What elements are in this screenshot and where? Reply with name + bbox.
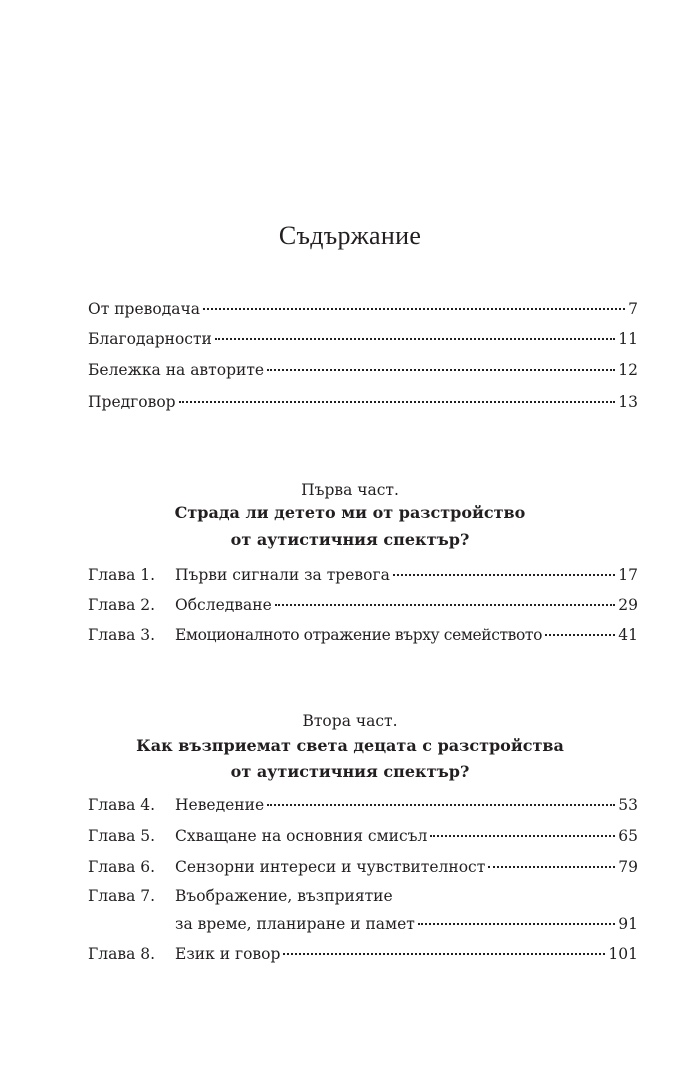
page-number: 13 xyxy=(618,393,638,411)
dot-leader xyxy=(267,368,615,371)
page-number: 7 xyxy=(628,300,638,318)
page-number: 41 xyxy=(618,626,638,644)
dot-leader xyxy=(283,952,605,955)
chapter-entry[interactable] xyxy=(88,856,638,878)
chapter-entry[interactable] xyxy=(88,794,638,816)
chapter-entry[interactable] xyxy=(88,594,638,616)
chapter-entry[interactable] xyxy=(88,943,638,965)
chapter-number: Глава 3. xyxy=(88,626,156,644)
entry-title: Предговор xyxy=(88,393,176,411)
dot-leader xyxy=(488,865,615,868)
chapter-number: Глава 8. xyxy=(88,945,156,963)
toc-title: Съдържание xyxy=(278,221,422,250)
part-label: Втора част. xyxy=(302,712,398,730)
chapter-title: Обследване xyxy=(175,596,272,614)
page-number: 101 xyxy=(608,945,638,963)
chapter-title: Език и говор xyxy=(175,945,281,963)
page-number: 17 xyxy=(618,566,638,584)
dot-leader xyxy=(215,337,615,340)
dot-leader xyxy=(430,834,615,837)
chapter-title-line-row xyxy=(175,913,638,935)
dot-leader xyxy=(393,573,615,576)
dot-leader xyxy=(267,803,615,806)
toc-entry[interactable] xyxy=(88,359,638,381)
part-heading-line: Как възприемат света децата с разстройства xyxy=(136,736,564,755)
toc-entry[interactable] xyxy=(88,298,638,320)
page-number: 12 xyxy=(618,361,638,379)
dot-leader xyxy=(179,400,616,403)
chapter-number: Глава 4. xyxy=(88,796,156,814)
part-heading-line: Страда ли детето ми от разстройство xyxy=(174,503,526,522)
entry-title: Благодарности xyxy=(88,330,212,348)
dot-leader xyxy=(203,307,625,310)
dot-leader xyxy=(275,603,616,606)
chapter-number: Глава 2. xyxy=(88,596,156,614)
entry-title: От преводача xyxy=(88,300,200,318)
chapter-title: Емоционалното отражение върху семейството xyxy=(175,626,543,644)
entry-title: Бележка на авторите xyxy=(88,361,265,379)
page-number: 11 xyxy=(618,330,638,348)
chapter-title-line: Въображение, възприятие xyxy=(175,887,393,905)
page-number: 29 xyxy=(618,596,638,614)
toc-entry[interactable] xyxy=(88,391,638,413)
chapter-number: Глава 1. xyxy=(88,566,156,584)
chapter-entry[interactable] xyxy=(88,885,638,935)
chapter-title: Сензорни интереси и чувствителност xyxy=(175,858,486,876)
chapter-entry[interactable] xyxy=(88,624,638,646)
chapter-title: Схващане на основния смисъл xyxy=(175,827,428,845)
chapter-number: Глава 6. xyxy=(88,858,156,876)
page-number: 91 xyxy=(618,915,638,933)
toc-entry[interactable] xyxy=(88,328,638,350)
part-heading-line: от аутистичния спектър? xyxy=(230,530,470,549)
chapter-title-block xyxy=(175,885,638,935)
page-number: 79 xyxy=(618,858,638,876)
chapter-title: Първи сигнали за тревога xyxy=(175,566,390,584)
chapter-title-line: за време, планиране и памет xyxy=(175,915,415,933)
chapter-entry[interactable] xyxy=(88,564,638,586)
part-heading-line: от аутистичния спектър? xyxy=(230,762,470,781)
chapter-number: Глава 7. xyxy=(88,887,156,905)
page-number: 65 xyxy=(618,827,638,845)
dot-leader xyxy=(418,922,615,925)
dot-leader xyxy=(545,633,615,636)
chapter-entry[interactable] xyxy=(88,825,638,847)
chapter-number: Глава 5. xyxy=(88,827,156,845)
part-label: Първа част. xyxy=(301,481,399,499)
page-number: 53 xyxy=(618,796,638,814)
chapter-title: Неведение xyxy=(175,796,265,814)
